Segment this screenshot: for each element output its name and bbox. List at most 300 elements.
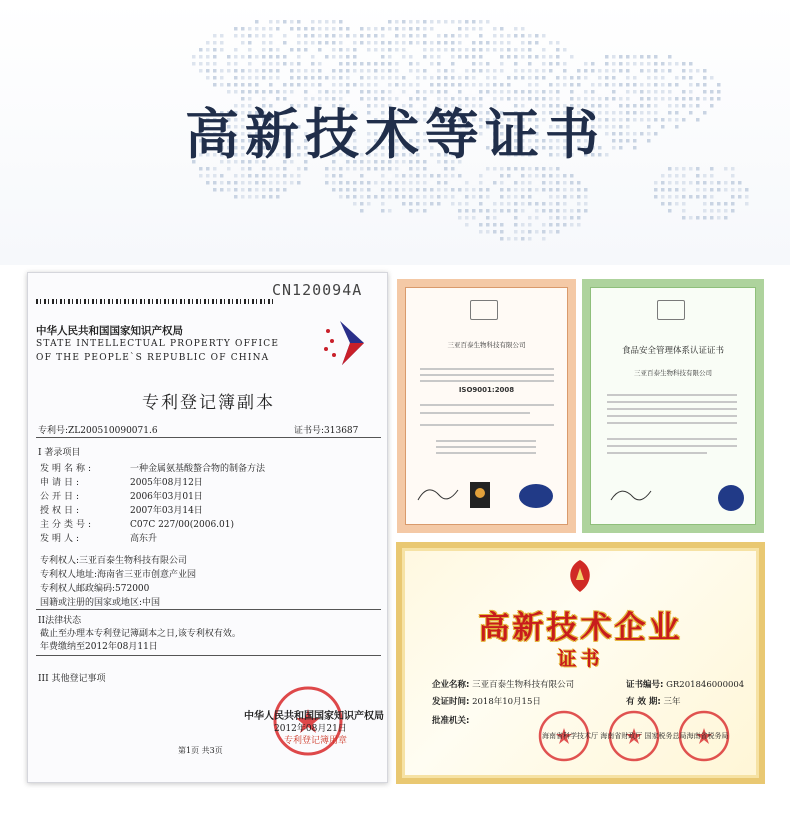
map-dot bbox=[416, 202, 420, 206]
map-dot bbox=[332, 188, 336, 192]
map-dot bbox=[584, 62, 588, 66]
date-label: 发证时间: bbox=[432, 697, 470, 707]
map-dot bbox=[346, 27, 350, 31]
food-safety-certificate bbox=[582, 279, 764, 533]
map-dot bbox=[325, 181, 329, 185]
map-dot bbox=[493, 76, 497, 80]
map-dot bbox=[290, 83, 294, 87]
map-dot bbox=[500, 62, 504, 66]
map-dot bbox=[717, 181, 721, 185]
map-dot bbox=[731, 181, 735, 185]
map-dot bbox=[423, 69, 427, 73]
map-dot bbox=[661, 181, 665, 185]
map-dot bbox=[248, 76, 252, 80]
map-dot bbox=[262, 27, 266, 31]
map-dot bbox=[381, 174, 385, 178]
map-dot bbox=[486, 216, 490, 220]
map-dot bbox=[311, 20, 315, 24]
map-dot bbox=[388, 209, 392, 213]
map-dot bbox=[234, 188, 238, 192]
map-dot bbox=[710, 188, 714, 192]
map-dot bbox=[584, 195, 588, 199]
map-dot bbox=[227, 62, 231, 66]
map-dot bbox=[675, 181, 679, 185]
map-dot bbox=[514, 48, 518, 52]
map-dot bbox=[521, 230, 525, 234]
map-dot bbox=[486, 223, 490, 227]
map-dot bbox=[409, 34, 413, 38]
map-dot bbox=[262, 76, 266, 80]
map-dot bbox=[297, 41, 301, 45]
map-dot bbox=[528, 55, 532, 59]
map-dot bbox=[486, 195, 490, 199]
map-dot bbox=[633, 83, 637, 87]
map-dot bbox=[696, 216, 700, 220]
map-dot bbox=[479, 188, 483, 192]
map-dot bbox=[696, 195, 700, 199]
map-dot bbox=[248, 55, 252, 59]
map-dot bbox=[339, 181, 343, 185]
map-dot bbox=[388, 41, 392, 45]
map-dot bbox=[381, 202, 385, 206]
map-dot bbox=[276, 195, 280, 199]
map-dot bbox=[745, 202, 749, 206]
patent-number: 专利号:ZL200510090071.6 bbox=[38, 426, 158, 436]
map-dot bbox=[521, 69, 525, 73]
map-dot bbox=[423, 181, 427, 185]
map-dot bbox=[206, 55, 210, 59]
map-dot bbox=[332, 69, 336, 73]
map-dot bbox=[549, 202, 553, 206]
map-dot bbox=[402, 20, 406, 24]
patent-org-cn: 中华人民共和国国家知识产权局 bbox=[36, 325, 183, 337]
cnas-logo-icon bbox=[601, 478, 751, 518]
map-dot bbox=[598, 76, 602, 80]
map-dot bbox=[423, 55, 427, 59]
map-dot bbox=[437, 62, 441, 66]
map-dot bbox=[682, 188, 686, 192]
map-dot bbox=[213, 55, 217, 59]
divider bbox=[36, 655, 381, 656]
map-dot bbox=[689, 76, 693, 80]
map-dot bbox=[444, 69, 448, 73]
map-dot bbox=[248, 181, 252, 185]
map-dot bbox=[710, 76, 714, 80]
map-dot bbox=[262, 188, 266, 192]
map-dot bbox=[486, 230, 490, 234]
map-dot bbox=[234, 62, 238, 66]
map-dot bbox=[381, 41, 385, 45]
map-dot bbox=[514, 181, 518, 185]
map-dot bbox=[619, 83, 623, 87]
map-dot bbox=[521, 195, 525, 199]
map-dot bbox=[318, 20, 322, 24]
map-dot bbox=[577, 188, 581, 192]
map-dot bbox=[458, 216, 462, 220]
map-dot bbox=[479, 181, 483, 185]
map-dot bbox=[528, 237, 532, 241]
text-line bbox=[607, 452, 707, 454]
map-dot bbox=[402, 83, 406, 87]
map-dot bbox=[269, 188, 273, 192]
signer: 中华人民共和国国家知识产权局 bbox=[244, 711, 384, 722]
patent-row: 申请日: 2005年08月12日 bbox=[40, 478, 203, 488]
map-dot bbox=[528, 76, 532, 80]
company-label: 企业名称: bbox=[432, 680, 470, 690]
map-dot bbox=[647, 55, 651, 59]
patent-row: 主分类号: C07C 227/00(2006.01) bbox=[40, 520, 234, 530]
map-dot bbox=[493, 83, 497, 87]
map-dot bbox=[402, 48, 406, 52]
map-dot bbox=[395, 48, 399, 52]
map-dot bbox=[724, 181, 728, 185]
map-dot bbox=[444, 195, 448, 199]
map-dot bbox=[402, 174, 406, 178]
map-dot bbox=[563, 174, 567, 178]
text-line bbox=[420, 424, 554, 426]
map-dot bbox=[360, 174, 364, 178]
map-dot bbox=[542, 223, 546, 227]
map-dot bbox=[577, 202, 581, 206]
handwritten-number: CN120094A bbox=[272, 281, 363, 299]
page-title: 高新技术等证书 bbox=[185, 103, 605, 166]
map-dot bbox=[269, 83, 273, 87]
section-bibliographic: I 著录项目 bbox=[38, 448, 81, 458]
map-dot bbox=[563, 216, 567, 220]
map-dot bbox=[640, 62, 644, 66]
map-dot bbox=[269, 76, 273, 80]
map-dot bbox=[248, 48, 252, 52]
map-dot bbox=[472, 76, 476, 80]
map-dot bbox=[276, 27, 280, 31]
map-dot bbox=[367, 202, 371, 206]
map-dot bbox=[234, 55, 238, 59]
map-dot bbox=[311, 34, 315, 38]
map-dot bbox=[276, 69, 280, 73]
map-dot bbox=[465, 69, 469, 73]
map-dot bbox=[276, 76, 280, 80]
map-dot bbox=[465, 195, 469, 199]
map-dot bbox=[262, 48, 266, 52]
iso-company: 三亚百泰生物科技有限公司 bbox=[447, 341, 526, 349]
map-dot bbox=[710, 195, 714, 199]
issue-date: 2018年10月15日 bbox=[472, 697, 541, 707]
map-dot bbox=[549, 83, 553, 87]
map-dot bbox=[409, 83, 413, 87]
valid-label: 有 效 期: bbox=[626, 697, 661, 707]
map-dot bbox=[507, 174, 511, 178]
map-dot bbox=[458, 41, 462, 45]
map-dot bbox=[689, 83, 693, 87]
map-dot bbox=[507, 237, 511, 241]
map-dot bbox=[521, 34, 525, 38]
map-dot bbox=[703, 83, 707, 87]
map-dot bbox=[577, 209, 581, 213]
map-dot bbox=[717, 209, 721, 213]
map-dot bbox=[409, 209, 413, 213]
map-dot bbox=[535, 41, 539, 45]
map-dot bbox=[206, 181, 210, 185]
map-dot bbox=[549, 55, 553, 59]
map-dot bbox=[437, 83, 441, 87]
map-dot bbox=[486, 48, 490, 52]
map-dot bbox=[479, 209, 483, 213]
map-dot bbox=[339, 174, 343, 178]
map-dot bbox=[283, 188, 287, 192]
map-dot bbox=[367, 76, 371, 80]
map-dot bbox=[444, 20, 448, 24]
legal-status-2: 年费缴纳至2012年08月11日 bbox=[40, 642, 158, 652]
map-dot bbox=[493, 223, 497, 227]
map-dot bbox=[381, 27, 385, 31]
map-dot bbox=[528, 48, 532, 52]
map-dot bbox=[542, 76, 546, 80]
map-dot bbox=[360, 83, 364, 87]
text-line bbox=[420, 380, 554, 382]
map-dot bbox=[353, 41, 357, 45]
map-dot bbox=[535, 188, 539, 192]
map-dot bbox=[276, 48, 280, 52]
map-dot bbox=[458, 55, 462, 59]
map-dot bbox=[451, 20, 455, 24]
map-dot bbox=[374, 34, 378, 38]
map-dot bbox=[437, 195, 441, 199]
map-dot bbox=[381, 76, 385, 80]
map-dot bbox=[668, 195, 672, 199]
map-dot bbox=[395, 83, 399, 87]
map-dot bbox=[444, 76, 448, 80]
map-dot bbox=[465, 27, 469, 31]
map-dot bbox=[409, 181, 413, 185]
patent-country: 国籍或注册的国家或地区:中国 bbox=[40, 598, 161, 608]
map-dot bbox=[703, 69, 707, 73]
map-dot bbox=[409, 41, 413, 45]
map-dot bbox=[241, 83, 245, 87]
map-dot bbox=[556, 41, 560, 45]
map-dot bbox=[332, 48, 336, 52]
map-dot bbox=[381, 195, 385, 199]
map-dot bbox=[423, 34, 427, 38]
map-dot bbox=[220, 76, 224, 80]
map-dot bbox=[269, 55, 273, 59]
map-dot bbox=[367, 181, 371, 185]
map-dot bbox=[493, 202, 497, 206]
map-dot bbox=[318, 62, 322, 66]
map-dot bbox=[374, 181, 378, 185]
map-dot bbox=[570, 209, 574, 213]
map-dot bbox=[668, 188, 672, 192]
map-dot bbox=[437, 55, 441, 59]
map-dot bbox=[556, 48, 560, 52]
map-dot bbox=[542, 34, 546, 38]
map-dot bbox=[612, 55, 616, 59]
map-dot bbox=[269, 48, 273, 52]
map-dot bbox=[430, 20, 434, 24]
map-dot bbox=[514, 195, 518, 199]
map-dot bbox=[605, 62, 609, 66]
map-dot bbox=[339, 76, 343, 80]
map-dot bbox=[346, 48, 350, 52]
map-dot bbox=[262, 55, 266, 59]
map-dot bbox=[346, 69, 350, 73]
map-dot bbox=[479, 83, 483, 87]
map-dot bbox=[486, 188, 490, 192]
map-dot bbox=[227, 69, 231, 73]
map-dot bbox=[325, 34, 329, 38]
map-dot bbox=[402, 202, 406, 206]
map-dot bbox=[528, 174, 532, 178]
map-dot bbox=[213, 48, 217, 52]
map-dot bbox=[374, 69, 378, 73]
map-dot bbox=[304, 83, 308, 87]
map-dot bbox=[304, 69, 308, 73]
map-dot bbox=[311, 76, 315, 80]
map-dot bbox=[325, 20, 329, 24]
map-dot bbox=[451, 76, 455, 80]
map-dot bbox=[710, 181, 714, 185]
map-dot bbox=[465, 188, 469, 192]
map-dot bbox=[528, 223, 532, 227]
map-dot bbox=[353, 62, 357, 66]
map-dot bbox=[234, 27, 238, 31]
map-dot bbox=[283, 20, 287, 24]
map-dot bbox=[528, 181, 532, 185]
map-dot bbox=[500, 27, 504, 31]
map-dot bbox=[570, 55, 574, 59]
map-dot bbox=[535, 216, 539, 220]
map-dot bbox=[276, 181, 280, 185]
map-dot bbox=[521, 174, 525, 178]
map-dot bbox=[661, 76, 665, 80]
map-dot bbox=[598, 69, 602, 73]
map-dot bbox=[479, 34, 483, 38]
map-dot bbox=[626, 83, 630, 87]
map-dot bbox=[661, 83, 665, 87]
map-dot bbox=[738, 188, 742, 192]
map-dot bbox=[584, 202, 588, 206]
map-dot bbox=[486, 76, 490, 80]
map-dot bbox=[332, 20, 336, 24]
map-dot bbox=[556, 55, 560, 59]
map-dot bbox=[451, 195, 455, 199]
map-dot bbox=[675, 188, 679, 192]
map-dot bbox=[535, 209, 539, 213]
map-dot bbox=[353, 195, 357, 199]
map-dot bbox=[423, 27, 427, 31]
map-dot bbox=[563, 223, 567, 227]
map-dot bbox=[717, 188, 721, 192]
map-dot bbox=[213, 34, 217, 38]
map-dot bbox=[437, 202, 441, 206]
map-dot bbox=[374, 48, 378, 52]
map-dot bbox=[311, 83, 315, 87]
map-dot bbox=[682, 62, 686, 66]
map-dot bbox=[731, 202, 735, 206]
map-dot bbox=[640, 83, 644, 87]
company-name: 三亚百泰生物科技有限公司 bbox=[472, 680, 575, 690]
map-dot bbox=[318, 27, 322, 31]
map-dot bbox=[675, 195, 679, 199]
map-dot bbox=[374, 27, 378, 31]
map-dot bbox=[633, 62, 637, 66]
map-dot bbox=[276, 174, 280, 178]
map-dot bbox=[605, 55, 609, 59]
map-dot bbox=[626, 55, 630, 59]
map-dot bbox=[563, 69, 567, 73]
map-dot bbox=[290, 181, 294, 185]
map-dot bbox=[213, 62, 217, 66]
map-dot bbox=[682, 202, 686, 206]
map-dot bbox=[605, 76, 609, 80]
map-dot bbox=[381, 69, 385, 73]
map-dot bbox=[514, 237, 518, 241]
map-dot bbox=[661, 188, 665, 192]
map-dot bbox=[479, 69, 483, 73]
map-dot bbox=[416, 76, 420, 80]
map-dot bbox=[283, 62, 287, 66]
map-dot bbox=[668, 62, 672, 66]
legal-status-1: 截止至办理本专利登记簿副本之日,该专利权有效。 bbox=[40, 629, 241, 639]
map-dot bbox=[682, 76, 686, 80]
map-dot bbox=[549, 195, 553, 199]
map-dot bbox=[633, 76, 637, 80]
map-dot bbox=[262, 181, 266, 185]
map-dot bbox=[528, 230, 532, 234]
map-dot bbox=[269, 195, 273, 199]
map-dot bbox=[353, 202, 357, 206]
map-dot bbox=[395, 181, 399, 185]
map-dot bbox=[213, 181, 217, 185]
map-dot bbox=[332, 34, 336, 38]
map-dot bbox=[458, 76, 462, 80]
text-line bbox=[436, 440, 536, 442]
map-dot bbox=[255, 83, 259, 87]
map-dot bbox=[402, 41, 406, 45]
map-dot bbox=[556, 230, 560, 234]
map-dot bbox=[451, 202, 455, 206]
map-dot bbox=[409, 174, 413, 178]
map-dot bbox=[612, 62, 616, 66]
map-dot bbox=[346, 188, 350, 192]
map-dot bbox=[255, 195, 259, 199]
map-dot bbox=[416, 34, 420, 38]
map-dot bbox=[339, 41, 343, 45]
map-dot bbox=[332, 41, 336, 45]
map-dot bbox=[549, 174, 553, 178]
map-dot bbox=[297, 174, 301, 178]
map-dot bbox=[556, 174, 560, 178]
map-dot bbox=[423, 76, 427, 80]
map-dot bbox=[654, 76, 658, 80]
map-dot bbox=[472, 69, 476, 73]
issue-date: 2012年08月21日 bbox=[274, 724, 347, 734]
map-dot bbox=[563, 188, 567, 192]
sipo-emblem-icon bbox=[320, 313, 378, 371]
map-dot bbox=[647, 62, 651, 66]
text-line bbox=[436, 452, 536, 454]
map-dot bbox=[486, 20, 490, 24]
map-dot bbox=[556, 195, 560, 199]
map-dot bbox=[311, 55, 315, 59]
map-dot bbox=[486, 41, 490, 45]
map-dot bbox=[381, 62, 385, 66]
map-dot bbox=[395, 34, 399, 38]
map-dot bbox=[444, 174, 448, 178]
map-dot bbox=[500, 174, 504, 178]
map-dot bbox=[423, 188, 427, 192]
map-dot bbox=[570, 216, 574, 220]
map-dot bbox=[710, 209, 714, 213]
